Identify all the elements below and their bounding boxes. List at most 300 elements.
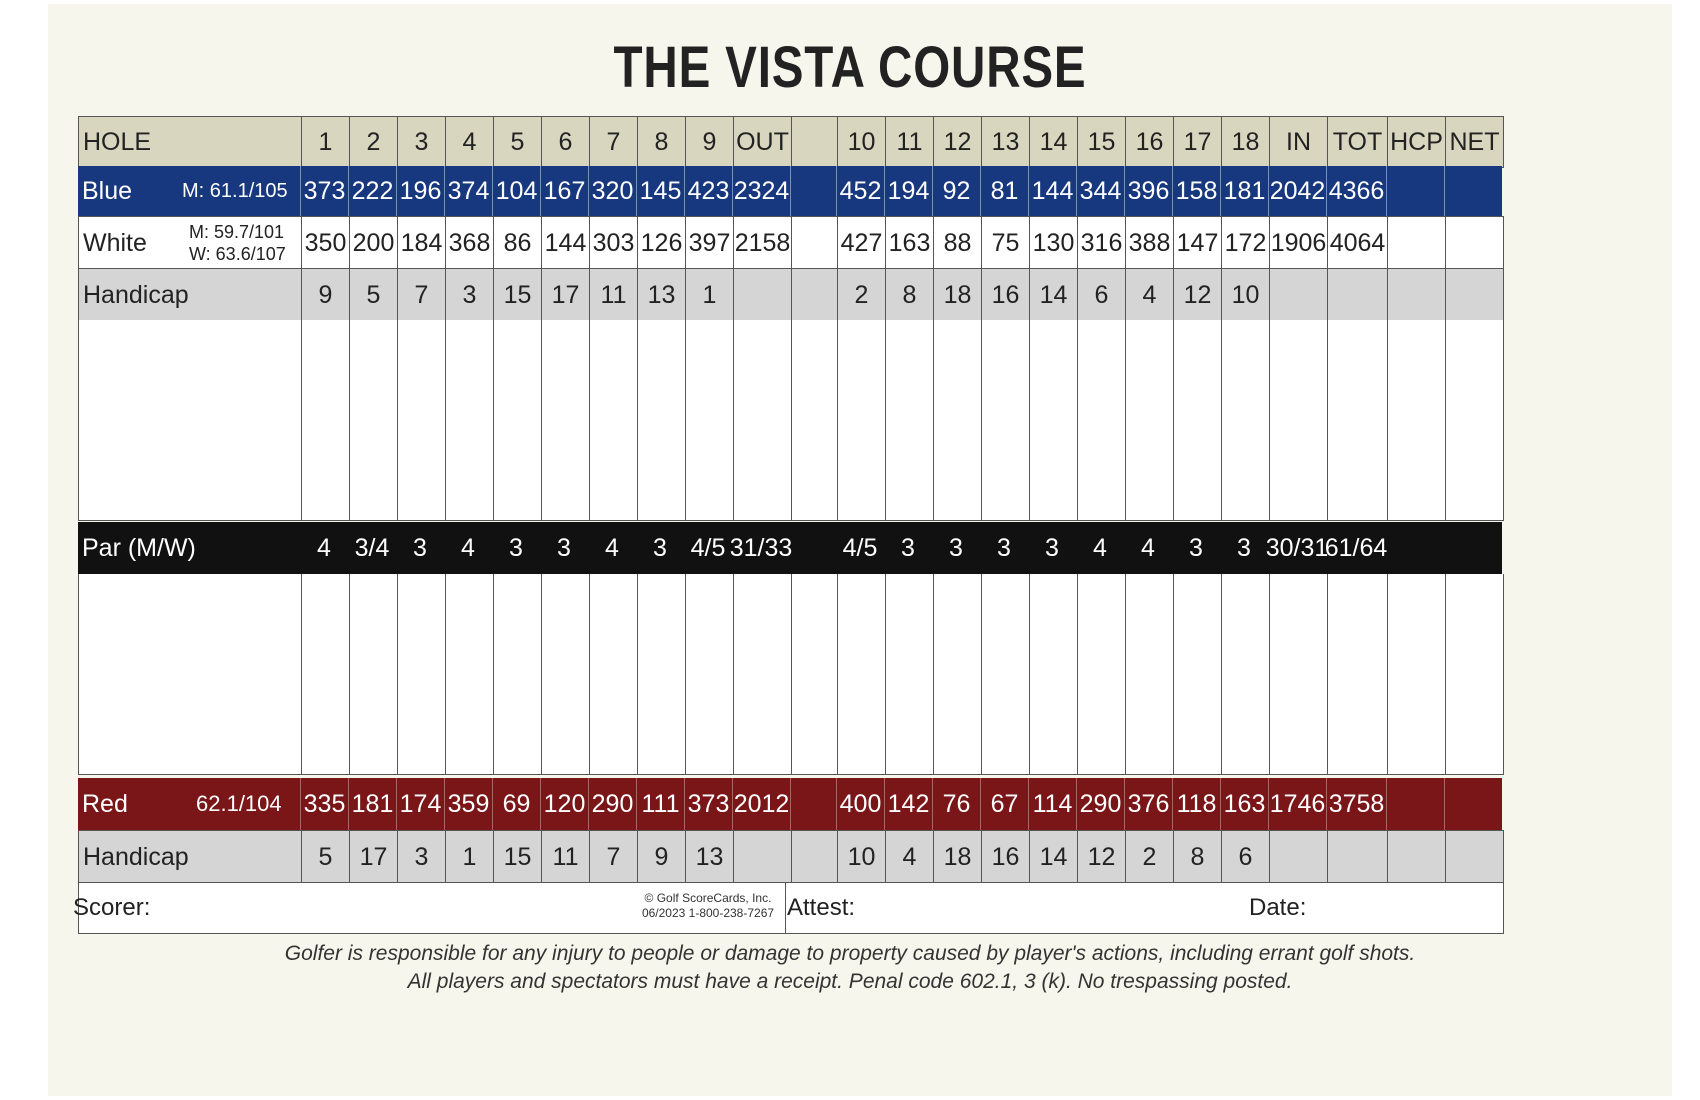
score-cell[interactable] (981, 724, 1029, 774)
score-cell[interactable] (1445, 370, 1503, 420)
score-cell[interactable] (933, 724, 981, 774)
red-b2: 76 (932, 778, 980, 830)
player-name-cell[interactable] (79, 674, 301, 724)
par-b6: 4 (1141, 533, 1155, 562)
score-cell[interactable] (589, 470, 637, 520)
handicap2-b2: 18 (933, 831, 981, 883)
score-cell[interactable] (933, 420, 981, 470)
score-cell[interactable] (733, 724, 791, 774)
score-cell[interactable] (637, 624, 685, 674)
handicap2-b3: 16 (981, 831, 1029, 883)
red-b1: 142 (884, 778, 932, 830)
score-cell[interactable] (1327, 724, 1387, 774)
score-cell[interactable] (1125, 674, 1173, 724)
handicap2-gap (791, 831, 837, 883)
score-cell[interactable] (541, 724, 589, 774)
handicap1-b0: 2 (837, 269, 885, 321)
red-tee-row (78, 778, 1502, 830)
score-cell[interactable] (1327, 320, 1387, 370)
score-cell[interactable] (1445, 574, 1503, 624)
score-cell[interactable] (1077, 574, 1125, 624)
score-cell[interactable] (685, 674, 733, 724)
score-cell[interactable] (1327, 624, 1387, 674)
par-f8: 4/5 (690, 533, 726, 562)
score-cell[interactable] (791, 724, 837, 774)
score-cell[interactable] (837, 320, 885, 370)
score-cell[interactable] (1173, 470, 1221, 520)
score-row (78, 420, 1504, 471)
blue-b6: 396 (1124, 166, 1172, 216)
score-cell[interactable] (791, 470, 837, 520)
score-cell[interactable] (1445, 624, 1503, 674)
handicap1-label: Handicap (83, 280, 189, 309)
handicap1-gap (791, 269, 837, 321)
red-f0: 335 (300, 778, 348, 830)
score-cell[interactable] (1125, 370, 1173, 420)
score-cell[interactable] (733, 320, 791, 370)
blue-b0: 452 (836, 166, 884, 216)
par-row (78, 522, 1502, 574)
score-cell[interactable] (1077, 674, 1125, 724)
score-cell[interactable] (493, 370, 541, 420)
score-cell[interactable] (349, 320, 397, 370)
player-name-cell[interactable] (79, 420, 301, 470)
score-cell[interactable] (1221, 674, 1269, 724)
score-cell[interactable] (301, 574, 349, 624)
score-cell[interactable] (1125, 420, 1173, 470)
white-hcp (1387, 217, 1445, 269)
red-tot: 3758 (1326, 778, 1386, 830)
disclaimer-line-1: Golfer is responsible for any injury to people or damage to property caused by player's actions, including errant golf shots. (284, 942, 1416, 965)
score-cell[interactable] (1445, 470, 1503, 520)
handicap2-tot (1327, 831, 1387, 883)
score-cell[interactable] (837, 370, 885, 420)
score-cell[interactable] (589, 624, 637, 674)
score-cell[interactable] (349, 674, 397, 724)
score-cell[interactable] (981, 674, 1029, 724)
score-cell[interactable] (685, 624, 733, 674)
score-cell[interactable] (541, 470, 589, 520)
red-f2: 174 (396, 778, 444, 830)
score-cell[interactable] (1445, 674, 1503, 724)
score-cell[interactable] (1173, 574, 1221, 624)
score-cell[interactable] (1125, 574, 1173, 624)
handicap1-f4: 15 (493, 269, 541, 321)
score-cell[interactable] (1029, 370, 1077, 420)
score-cell[interactable] (349, 574, 397, 624)
score-cell[interactable] (301, 320, 349, 370)
hole-header-f5: 6 (541, 117, 589, 167)
handicap1-f7: 13 (637, 269, 685, 321)
score-cell[interactable] (1221, 574, 1269, 624)
score-cell[interactable] (685, 574, 733, 624)
score-cell[interactable] (589, 420, 637, 470)
score-cell[interactable] (933, 320, 981, 370)
score-cell[interactable] (733, 624, 791, 674)
score-cell[interactable] (445, 470, 493, 520)
score-cell[interactable] (1269, 470, 1327, 520)
score-cell[interactable] (1327, 470, 1387, 520)
par-f4: 3 (509, 533, 523, 562)
blue-rating: M: 61.1/105 (182, 179, 288, 202)
score-cell[interactable] (301, 370, 349, 420)
hole-header-f2: 3 (397, 117, 445, 167)
score-cell[interactable] (397, 574, 445, 624)
score-cell[interactable] (1387, 724, 1445, 774)
score-cell[interactable] (637, 420, 685, 470)
score-cell[interactable] (933, 574, 981, 624)
score-cell[interactable] (301, 420, 349, 470)
player-name-cell[interactable] (79, 320, 301, 370)
blue-gap (790, 166, 836, 216)
score-cell[interactable] (733, 470, 791, 520)
score-cell[interactable] (1173, 320, 1221, 370)
score-cell[interactable] (301, 724, 349, 774)
player-name-cell[interactable] (79, 624, 301, 674)
par-b5: 4 (1093, 533, 1107, 562)
blue-f4: 104 (492, 166, 540, 216)
white-f0: 350 (301, 217, 349, 269)
handicap-row-bottom (78, 830, 1504, 884)
score-cell[interactable] (397, 320, 445, 370)
score-cell[interactable] (791, 624, 837, 674)
score-cell[interactable] (933, 624, 981, 674)
score-cell[interactable] (1077, 370, 1125, 420)
hole-header-b3: 13 (981, 117, 1029, 167)
score-cell[interactable] (445, 370, 493, 420)
score-cell[interactable] (1173, 674, 1221, 724)
score-cell[interactable] (1029, 674, 1077, 724)
score-cell[interactable] (685, 724, 733, 774)
hole-header-f8: 9 (685, 117, 733, 167)
disclaimer-line-2: All players and spectators must have a receipt. Penal code 602.1, 3 (k). No trespassing posted. (407, 970, 1293, 993)
score-cell[interactable] (1327, 674, 1387, 724)
par-tot: 61/64 (1324, 533, 1388, 562)
red-label: Red (82, 789, 128, 818)
white-label: White (83, 228, 147, 257)
score-cell[interactable] (791, 420, 837, 470)
par-b8: 3 (1237, 533, 1251, 562)
red-f8: 373 (684, 778, 732, 830)
player-name-cell[interactable] (79, 574, 301, 624)
handicap1-b6: 4 (1125, 269, 1173, 321)
player-name-cell[interactable] (79, 370, 301, 420)
score-cell[interactable] (1387, 674, 1445, 724)
score-cell[interactable] (885, 724, 933, 774)
handicap1-f6: 11 (589, 269, 637, 321)
score-cell[interactable] (541, 420, 589, 470)
handicap2-f3: 1 (445, 831, 493, 883)
score-cell[interactable] (397, 420, 445, 470)
score-cell[interactable] (1077, 420, 1125, 470)
score-cell[interactable] (541, 674, 589, 724)
score-cell[interactable] (885, 370, 933, 420)
handicap-row-top (78, 268, 1504, 322)
score-cell[interactable] (493, 674, 541, 724)
handicap1-b5: 6 (1077, 269, 1125, 321)
score-cell[interactable] (1387, 420, 1445, 470)
score-cell[interactable] (397, 470, 445, 520)
score-cell[interactable] (733, 420, 791, 470)
white-in: 1906 (1269, 217, 1327, 269)
red-b0: 400 (836, 778, 884, 830)
score-cell[interactable] (397, 674, 445, 724)
score-cell[interactable] (837, 574, 885, 624)
score-cell[interactable] (301, 470, 349, 520)
score-cell[interactable] (349, 420, 397, 470)
score-cell[interactable] (1221, 470, 1269, 520)
red-b5: 290 (1076, 778, 1124, 830)
score-cell[interactable] (589, 574, 637, 624)
score-cell[interactable] (637, 674, 685, 724)
hole-header-f1: 2 (349, 117, 397, 167)
score-cell[interactable] (791, 574, 837, 624)
score-cell[interactable] (1029, 320, 1077, 370)
score-cell[interactable] (493, 724, 541, 774)
hole-header-b8: 18 (1221, 117, 1269, 167)
blue-tot: 4366 (1326, 166, 1386, 216)
score-row (78, 470, 1504, 521)
score-cell[interactable] (541, 370, 589, 420)
handicap2-b6: 2 (1125, 831, 1173, 883)
score-cell[interactable] (637, 574, 685, 624)
score-cell[interactable] (885, 624, 933, 674)
score-cell[interactable] (1445, 724, 1503, 774)
score-cell[interactable] (1125, 724, 1173, 774)
score-cell[interactable] (933, 674, 981, 724)
score-cell[interactable] (493, 624, 541, 674)
score-cell[interactable] (733, 574, 791, 624)
score-cell[interactable] (1387, 320, 1445, 370)
score-cell[interactable] (493, 470, 541, 520)
par-b7: 3 (1189, 533, 1203, 562)
score-cell[interactable] (1173, 724, 1221, 774)
score-cell[interactable] (837, 420, 885, 470)
score-cell[interactable] (589, 674, 637, 724)
score-cell[interactable] (637, 370, 685, 420)
score-cell[interactable] (301, 674, 349, 724)
score-cell[interactable] (733, 674, 791, 724)
player-name-cell[interactable] (79, 470, 301, 520)
score-cell[interactable] (301, 624, 349, 674)
score-cell[interactable] (349, 624, 397, 674)
white-tot: 4064 (1327, 217, 1387, 269)
score-cell[interactable] (493, 574, 541, 624)
handicap2-f4: 15 (493, 831, 541, 883)
white-b6: 388 (1125, 217, 1173, 269)
score-cell[interactable] (1077, 470, 1125, 520)
par-f7: 3 (653, 533, 667, 562)
handicap1-f3: 3 (445, 269, 493, 321)
handicap1-b3: 16 (981, 269, 1029, 321)
score-cell[interactable] (541, 320, 589, 370)
red-f5: 120 (540, 778, 588, 830)
score-cell[interactable] (981, 470, 1029, 520)
score-cell[interactable] (445, 574, 493, 624)
score-cell[interactable] (1221, 420, 1269, 470)
score-cell[interactable] (1387, 624, 1445, 674)
score-cell[interactable] (1125, 624, 1173, 674)
score-cell[interactable] (981, 624, 1029, 674)
hole-header-net: NET (1445, 117, 1503, 167)
score-cell[interactable] (1269, 320, 1327, 370)
handicap1-b7: 12 (1173, 269, 1221, 321)
score-cell[interactable] (1387, 470, 1445, 520)
score-cell[interactable] (685, 320, 733, 370)
score-cell[interactable] (445, 674, 493, 724)
score-cell[interactable] (493, 420, 541, 470)
score-cell[interactable] (445, 624, 493, 674)
score-cell[interactable] (791, 674, 837, 724)
hole-header-tot: TOT (1327, 117, 1387, 167)
score-cell[interactable] (445, 320, 493, 370)
score-cell[interactable] (791, 370, 837, 420)
hole-header-gap (791, 117, 837, 167)
score-cell[interactable] (981, 320, 1029, 370)
score-cell[interactable] (1327, 574, 1387, 624)
score-cell[interactable] (685, 370, 733, 420)
score-cell[interactable] (1077, 320, 1125, 370)
score-cell[interactable] (1445, 320, 1503, 370)
score-cell[interactable] (885, 674, 933, 724)
score-cell[interactable] (1221, 320, 1269, 370)
score-cell[interactable] (1173, 420, 1221, 470)
score-cell[interactable] (837, 624, 885, 674)
score-cell[interactable] (1221, 724, 1269, 774)
scorer-label: Scorer: (73, 894, 151, 921)
score-cell[interactable] (1125, 470, 1173, 520)
score-cell[interactable] (637, 470, 685, 520)
score-cell[interactable] (1269, 624, 1327, 674)
blue-f0: 373 (300, 166, 348, 216)
copyright-line-1: © Golf ScoreCards, Inc. (644, 891, 772, 905)
score-cell[interactable] (1029, 624, 1077, 674)
white-f8: 397 (685, 217, 733, 269)
score-cell[interactable] (791, 320, 837, 370)
score-cell[interactable] (1125, 320, 1173, 370)
score-cell[interactable] (397, 724, 445, 774)
hole-header-b7: 17 (1173, 117, 1221, 167)
score-cell[interactable] (885, 574, 933, 624)
score-cell[interactable] (1221, 624, 1269, 674)
score-cell[interactable] (349, 470, 397, 520)
score-cell[interactable] (1327, 370, 1387, 420)
score-cell[interactable] (837, 470, 885, 520)
score-cell[interactable] (1221, 370, 1269, 420)
hole-label: HOLE (83, 127, 152, 156)
par-b0: 4/5 (842, 533, 878, 562)
score-cell[interactable] (981, 574, 1029, 624)
white-gap (791, 217, 837, 269)
white-b8: 172 (1221, 217, 1269, 269)
score-cell[interactable] (885, 470, 933, 520)
hole-header-f0: 1 (301, 117, 349, 167)
score-cell[interactable] (445, 420, 493, 470)
score-cell[interactable] (981, 370, 1029, 420)
score-cell[interactable] (1077, 724, 1125, 774)
hole-header-f6: 7 (589, 117, 637, 167)
score-cell[interactable] (349, 724, 397, 774)
score-cell[interactable] (493, 320, 541, 370)
score-cell[interactable] (685, 420, 733, 470)
score-cell[interactable] (589, 724, 637, 774)
score-cell[interactable] (637, 724, 685, 774)
score-cell[interactable] (1029, 420, 1077, 470)
score-cell[interactable] (1029, 470, 1077, 520)
white-b2: 88 (933, 217, 981, 269)
par-hcp (1386, 522, 1444, 574)
handicap1-hcp (1387, 269, 1445, 321)
score-cell[interactable] (637, 320, 685, 370)
white-tee-row (78, 216, 1504, 270)
score-row (78, 370, 1504, 421)
score-cell[interactable] (1173, 370, 1221, 420)
course-title: THE VISTA COURSE (613, 35, 1087, 100)
score-cell[interactable] (837, 674, 885, 724)
blue-f7: 145 (636, 166, 684, 216)
score-cell[interactable] (349, 370, 397, 420)
blue-tee-row (78, 166, 1502, 216)
blue-b2: 92 (932, 166, 980, 216)
blue-hcp (1386, 166, 1444, 216)
score-cell[interactable] (1445, 420, 1503, 470)
score-cell[interactable] (1029, 724, 1077, 774)
score-cell[interactable] (933, 370, 981, 420)
score-cell[interactable] (1327, 420, 1387, 470)
score-cell[interactable] (541, 574, 589, 624)
score-cell[interactable] (885, 420, 933, 470)
score-cell[interactable] (933, 470, 981, 520)
handicap1-b1: 8 (885, 269, 933, 321)
red-b4: 114 (1028, 778, 1076, 830)
score-cell[interactable] (1269, 674, 1327, 724)
white-f4: 86 (493, 217, 541, 269)
hole-header-b6: 16 (1125, 117, 1173, 167)
score-cell[interactable] (1269, 574, 1327, 624)
score-cell[interactable] (589, 320, 637, 370)
score-cell[interactable] (1387, 370, 1445, 420)
handicap2-f0: 5 (301, 831, 349, 883)
score-cell[interactable] (685, 470, 733, 520)
score-cell[interactable] (1269, 420, 1327, 470)
score-cell[interactable] (1077, 624, 1125, 674)
score-cell[interactable] (1269, 370, 1327, 420)
player-name-cell[interactable] (79, 724, 301, 774)
score-cell[interactable] (445, 724, 493, 774)
handicap2-b7: 8 (1173, 831, 1221, 883)
score-cell[interactable] (885, 320, 933, 370)
white-b3: 75 (981, 217, 1029, 269)
handicap1-b8: 10 (1221, 269, 1269, 321)
score-cell[interactable] (981, 420, 1029, 470)
handicap1-in (1269, 269, 1327, 321)
score-cell[interactable] (733, 370, 791, 420)
score-cell[interactable] (1029, 574, 1077, 624)
score-cell[interactable] (1387, 574, 1445, 624)
blue-f8: 423 (684, 166, 732, 216)
score-cell[interactable] (397, 624, 445, 674)
score-cell[interactable] (541, 624, 589, 674)
score-cell[interactable] (837, 724, 885, 774)
score-cell[interactable] (589, 370, 637, 420)
score-cell[interactable] (1173, 624, 1221, 674)
score-row (78, 674, 1504, 725)
score-cell[interactable] (397, 370, 445, 420)
handicap2-label: Handicap (83, 842, 189, 871)
handicap1-b4: 14 (1029, 269, 1077, 321)
handicap1-tot (1327, 269, 1387, 321)
score-cell[interactable] (1269, 724, 1327, 774)
